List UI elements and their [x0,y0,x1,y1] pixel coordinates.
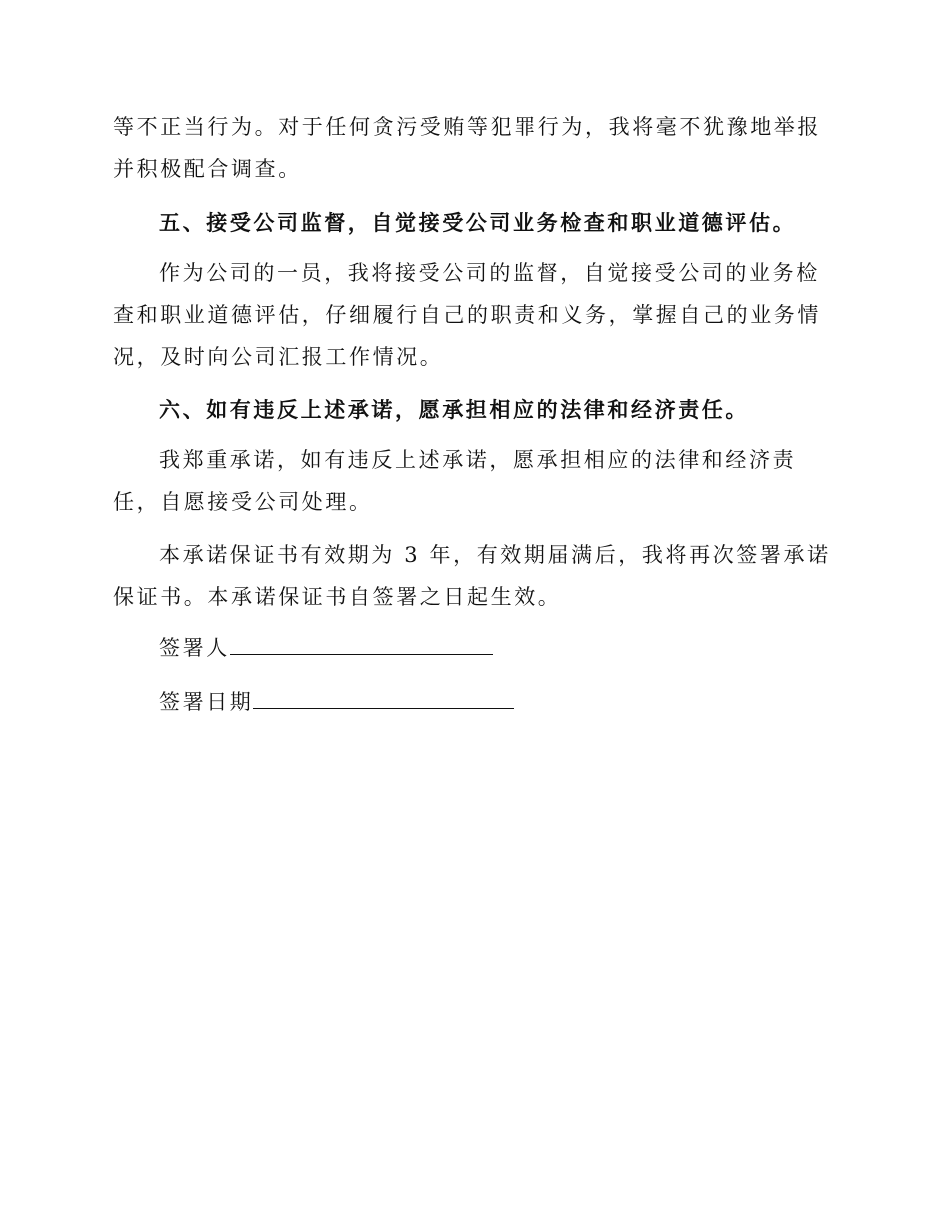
sign-date-row [159,680,514,723]
sign-date-line [253,680,514,709]
paragraph-section-5: 作为公司的一员，我将接受公司的监督，自觉接受公司的业务检查和职业道德评估，仔细履行自己的职责和义务，掌握自己的业务情况，及时向公司汇报工作情况。 [113,261,821,369]
paragraph-section-6: 我郑重承诺，如有违反上述承诺，愿承担相应的法律和经济责任，自愿接受公司处理。 [113,448,797,514]
sign-date-label: 签署日期 [159,690,254,714]
heading-section-6: 六、如有违反上述承诺，愿承担相应的法律和经济责任。 [159,397,749,422]
signer-label: 签署人 [159,636,230,660]
heading-section-5: 五、接受公司监督，自觉接受公司业务检查和职业道德评估。 [159,210,797,235]
paragraph-continued: 等不正当行为。对于任何贪污受贿等犯罪行为，我将毫不犹豫地举报并积极配合调查。 [113,115,821,181]
signer-row [159,626,493,669]
paragraph-validity: 本承诺保证书有效期为 3 年，有效期届满后，我将再次签署承诺保证书。本承诺保证书自签署之日起生效。 [113,543,831,609]
signer-signature-line [230,626,493,655]
